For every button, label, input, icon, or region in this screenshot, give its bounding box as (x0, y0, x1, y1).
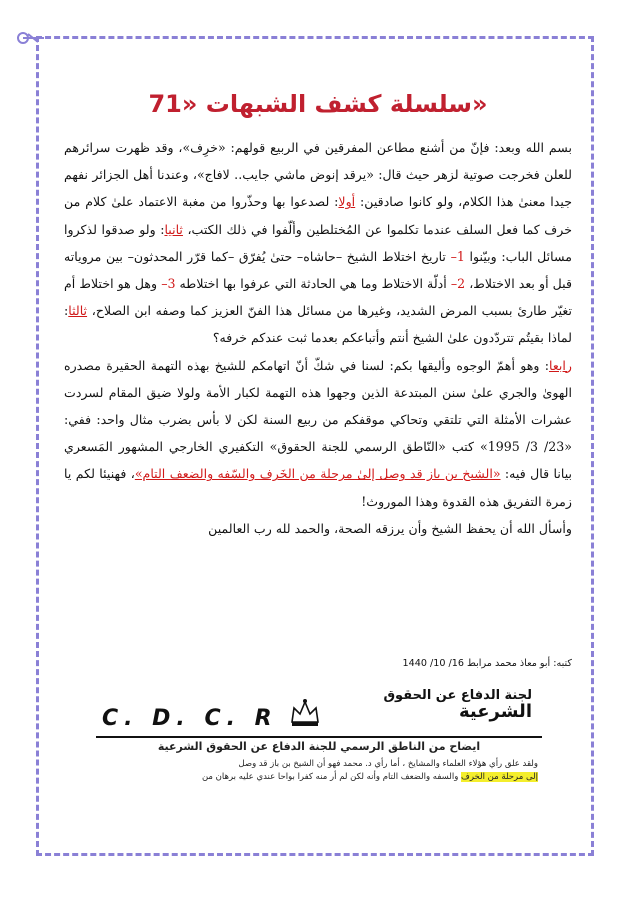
text-segment: تاريخ اختلاط الشيخ –حاشاه– حتىٰ يُفرّق –كما قرّر المحدثون– بين مروياته قبل أو بعد الاختلاط، (64, 248, 572, 292)
crown-emblem-icon (286, 696, 324, 728)
text-segment: وأسأل الله أن يحفظ الشيخ وأن يرزقه الصحة، والحمد لله رب العالمين (208, 520, 572, 536)
text-segment: 2– (450, 276, 466, 292)
text-segment: وهل هو اختلاط أم تغيّر طارئ بسبب المرض الشديد، وغيرها من مسائل هذا الفنّ العزيز كما وصفه ابن الصلاح، (64, 276, 572, 319)
text-segment: رابعا (549, 357, 572, 373)
clipping-logo-text: C. D. C. R (102, 706, 278, 731)
text-segment: : لماذا بقيتُم تتردّدون علىٰ الشيخ أنتم وأتباعكم بعدما ثبت عندكم خرفه؟ (64, 303, 572, 346)
paragraph (64, 352, 572, 515)
text-segment: «الشيخ بن باز قد وصل إلىٰ مرحلة من الخَرف والسّفه والضعف التام» (134, 466, 501, 482)
text-segment: أولا (338, 194, 356, 210)
clipping-line-2 (100, 771, 538, 784)
clipping-divider (96, 736, 542, 738)
text-segment: : ولو صدقوا لذكروا مسائل الباب: وبيّنوا (64, 221, 572, 264)
committee-line-1: لجنة الدفاع عن الحقوق (383, 688, 532, 703)
clipping-text (100, 758, 538, 784)
text-segment: 3– (161, 276, 176, 292)
clipping-line-2-rest: والسفه والضعف التام وأنه لكن لم أر منه كفرا بواحا عندي عليه برهان من (201, 772, 462, 782)
text-segment: : لصدعوا بها وحذّروا من مغبة الاعتماد علىٰ كلام من خرف كما فعل السلف عندما تكلموا عن المُختلطين وألّفوا في ذلك الكتب، (64, 194, 573, 237)
paragraph (64, 515, 572, 542)
clipping-committee-name (383, 688, 532, 720)
paragraph (64, 134, 572, 352)
text-segment: ثانيا (164, 221, 183, 237)
article-body (64, 134, 572, 542)
text-segment: أدلّة الاختلاط وما هي الحادثة التي عرفوا بها اختلاطه (175, 276, 451, 292)
text-segment: ثالثا (68, 303, 88, 319)
clipping-line-1: ولقد علق رأي هؤلاء العلماء والمشايخ ، أما رأي د. محمد فهو أن الشيخ بن باز قد وصل (238, 759, 538, 769)
newspaper-clipping (96, 684, 542, 796)
text-segment: 1– (450, 248, 465, 264)
committee-line-2: الشرعية (458, 701, 532, 722)
text-segment: ، فهنيئا لكم يا زمرة التفريق هذه القدوة وهذا الموروث! (64, 466, 572, 509)
clipping-highlight: إلى مرحلة من الخرف (461, 772, 538, 782)
clipping-subtitle: ايضاح من الناطق الرسمي للجنة الدفاع عن الحقوق الشرعية (157, 740, 481, 753)
text-segment: بسم الله وبعد: فإنّ من أشنع مطاعن المفرقين في الربيع قولهم: «خرِف»، وقد ظهرت سرائرهم للعلن فخرجت صوتية لزهر حيث قال: «يرقد إنوض ماشي جايب.. لافاج»، وعندنا أهل الجزائر نفهم جيدا معنىٰ هذا الكلام، ولو كانوا صادقين: (64, 140, 572, 210)
paperclip-icon (14, 28, 48, 48)
page-title: سلسلة كشف الشبهات «71» (148, 90, 488, 118)
text-segment: : وهو أهمّ الوجوه وأليقها بكم: لسنا في شكّ أنّ اتهامكم للشيخ بهذه التهمة الحقيرة مصدره الهوىٰ والجري علىٰ سنن المبتدعة الذين وجهوا هذه التهمة لكبار الأمة ولولا ضيق المقام لسردت عشرات الأمثلة التي تلتقي وتحاكي موقفكم من ربيع السنة لكن لا بأس بضرب مثال واحد: ففي: «23/ 3/ 1995» كتب «النّاطق الرسمي للجنة الحقوق» التكفيري الخارجي المشهور المَسعري بيانا قال فيه: (64, 357, 573, 482)
signature: كتبه: أبو معاذ محمد مرابط 16/ 10/ 1440 (402, 658, 572, 669)
